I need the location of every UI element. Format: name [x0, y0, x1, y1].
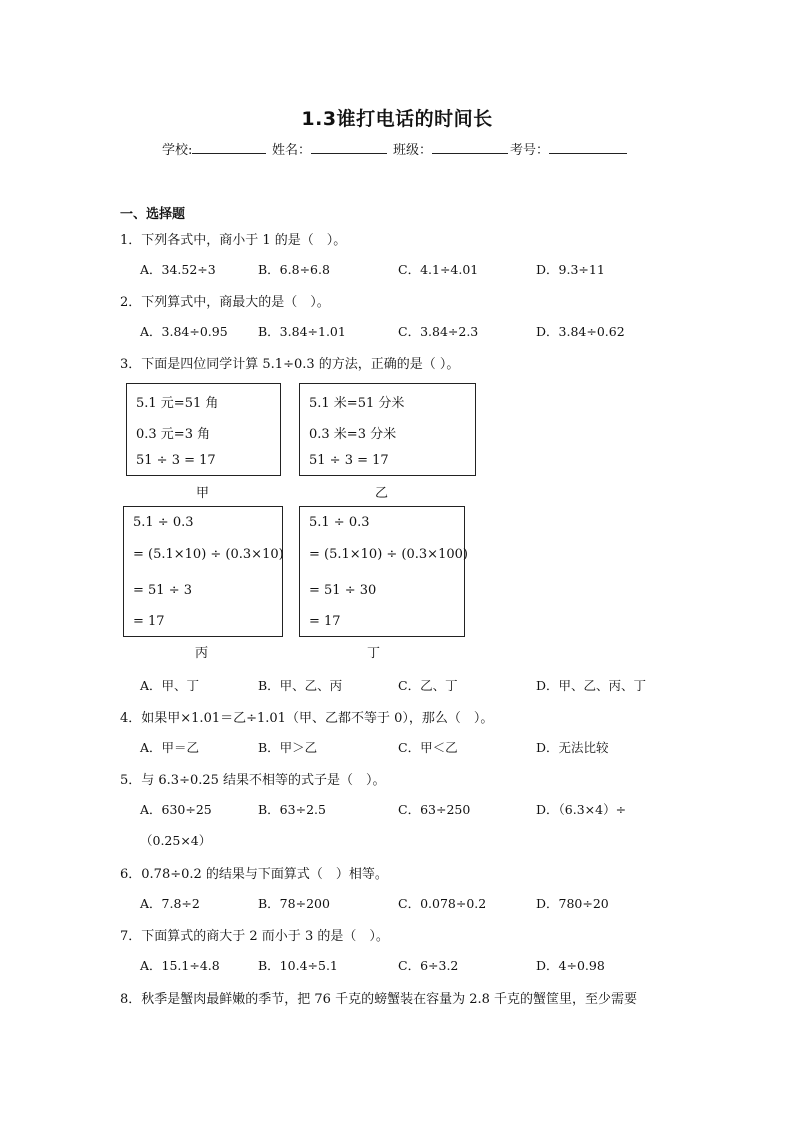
exam-number-label: 考号：: [510, 143, 550, 158]
q1-option-d: D．9.3÷11: [536, 262, 605, 277]
page-title: 1.3谁打电话的时间长: [301, 108, 493, 130]
class-label: 班级：: [393, 143, 433, 158]
method-box-jia: [126, 383, 281, 476]
method-box-yi: [299, 383, 476, 476]
q5-option-d: D．（6.3×4）÷: [536, 802, 627, 817]
q7-option-c: C．6÷3.2: [398, 958, 459, 973]
q1-option-b: B．6.8÷6.8: [258, 262, 330, 277]
method-line: 0.3 元=3 角: [136, 427, 211, 442]
q3-option-d: D．甲、乙、丙、丁: [536, 678, 647, 693]
school-label: 学校:: [162, 143, 193, 158]
question-4: 4．如果甲×1.01＝乙÷1.01（甲、乙都不等于 0），那么（ ）。: [120, 711, 494, 726]
method-line: 5.1 元=51 角: [136, 396, 219, 411]
name-label: 姓名：: [272, 143, 312, 158]
question-5: 5．与 6.3÷0.25 结果不相等的式子是（ ）。: [120, 773, 386, 788]
method-box-bing: [123, 506, 283, 637]
q7-option-a: A．15.1÷4.8: [140, 958, 220, 973]
q6-option-a: A．7.8÷2: [140, 896, 200, 911]
question-8: 8．秋季是蟹肉最鲜嫩的季节，把 76 千克的螃蟹装在容量为 2.8 千克的蟹筐里，至少需要: [120, 992, 638, 1007]
question-1: 1．下列各式中，商小于 1 的是（ ）。: [120, 233, 347, 248]
exam-number-blank[interactable]: [549, 140, 627, 154]
q7-option-b: B．10.4÷5.1: [258, 958, 338, 973]
method-line: 0.3 米=3 分米: [309, 427, 397, 442]
q2-option-a: A．3.84÷0.95: [140, 324, 228, 339]
q4-option-b: B．甲＞乙: [258, 740, 318, 755]
school-blank[interactable]: [192, 140, 266, 154]
q3-option-a: A．甲、丁: [140, 678, 200, 693]
method-line: = (5.1×10) ÷ (0.3×10): [133, 547, 284, 562]
q6-option-b: B．78÷200: [258, 896, 330, 911]
class-field: [393, 139, 508, 158]
method-line: 5.1 米=51 分米: [309, 396, 405, 411]
q4-option-a: A．甲＝乙: [140, 740, 200, 755]
method-line: = 51 ÷ 30: [309, 583, 377, 598]
method-label-yi: 乙: [375, 486, 389, 501]
question-6: 6．0.78÷0.2 的结果与下面算式（ ）相等。: [120, 867, 388, 882]
method-line: = (5.1×10) ÷ (0.3×100): [309, 547, 468, 562]
method-label-jia: 甲: [196, 486, 210, 501]
method-line: 5.1 ÷ 0.3: [309, 515, 370, 530]
class-blank[interactable]: [432, 140, 508, 154]
method-line: 5.1 ÷ 0.3: [133, 515, 194, 530]
method-box-ding: [299, 506, 468, 637]
question-3: 3．下面是四位同学计算 5.1÷0.3 的方法，正确的是（ ）。: [120, 357, 460, 372]
q4-option-c: C．甲＜乙: [398, 740, 458, 755]
q5-option-a: A．630÷25: [140, 802, 212, 817]
q4-option-d: D．无法比较: [536, 740, 609, 755]
name-blank[interactable]: [311, 140, 387, 154]
question-2: 2．下列算式中，商最大的是（ ）。: [120, 295, 330, 310]
method-line: 51 ÷ 3 = 17: [309, 453, 389, 468]
question-7: 7．下面算式的商大于 2 而小于 3 的是（ ）。: [120, 929, 389, 944]
exam-number-field: [510, 139, 627, 158]
q6-option-c: C．0.078÷0.2: [398, 896, 487, 911]
method-line: = 17: [309, 614, 341, 629]
q6-option-d: D．780÷20: [536, 896, 609, 911]
method-label-bing: 丙: [195, 646, 209, 661]
method-line: 51 ÷ 3 = 17: [136, 453, 216, 468]
q3-option-c: C．乙、丁: [398, 678, 458, 693]
section-heading: 一、选择题: [120, 207, 186, 222]
q2-option-d: D．3.84÷0.62: [536, 324, 625, 339]
method-line: = 51 ÷ 3: [133, 583, 192, 598]
q2-option-b: B．3.84÷1.01: [258, 324, 346, 339]
method-line: = 17: [133, 614, 165, 629]
school-field: [162, 139, 266, 158]
name-field: [272, 139, 387, 158]
q3-option-b: B．甲、乙、丙: [258, 678, 343, 693]
q5-option-c: C．63÷250: [398, 802, 471, 817]
q1-option-a: A．34.52÷3: [140, 262, 216, 277]
q5-option-b: B．63÷2.5: [258, 802, 326, 817]
method-label-ding: 丁: [367, 646, 381, 661]
q5-option-d-continuation: （0.25×4）: [140, 833, 212, 848]
q1-option-c: C．4.1÷4.01: [398, 262, 479, 277]
q7-option-d: D．4÷0.98: [536, 958, 605, 973]
q2-option-c: C．3.84÷2.3: [398, 324, 479, 339]
